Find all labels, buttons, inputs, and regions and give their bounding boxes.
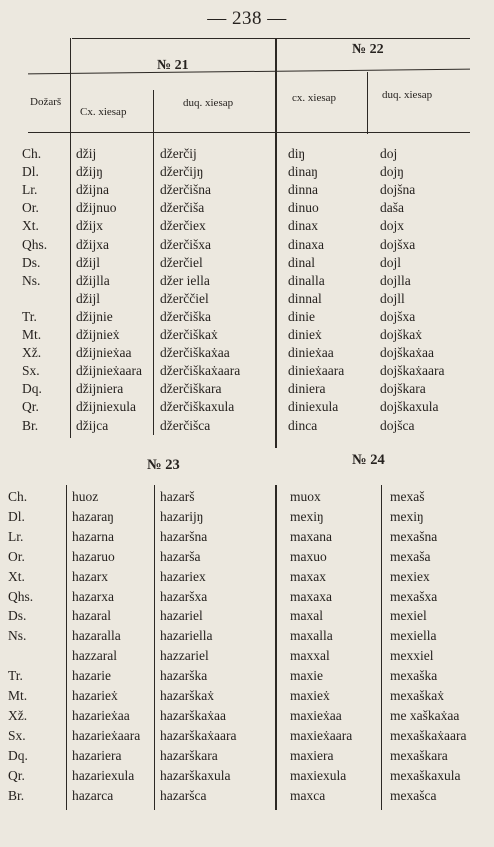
table1-cell: džerčiškaẋ: [160, 327, 218, 342]
table1-col-divider-b: [367, 72, 368, 134]
table1-cell: dinuo: [288, 200, 319, 216]
table1-cell: džijl: [76, 290, 100, 306]
page-number: — 238 —: [207, 8, 287, 29]
table1-cell: džer iella: [160, 272, 210, 288]
table1-case-label: Or.: [22, 200, 39, 216]
table1-cell: dojšxa: [380, 308, 416, 324]
table1-cell: diniera: [288, 381, 326, 397]
table2-case-label: Mt.: [8, 688, 28, 703]
table2-cell: hazarškaxula: [160, 767, 231, 783]
table2-cell: hazaršxa: [160, 588, 208, 604]
table2-case-label: Dl.: [8, 508, 25, 524]
table1-cell: dojll: [380, 290, 405, 306]
table1-cell: džijnuo: [76, 200, 117, 216]
table2-case-label: Ds.: [8, 608, 27, 624]
table1-cell: džijnieẋaa: [76, 345, 132, 361]
table2-cell: muox: [290, 489, 321, 504]
table1-cell: džijŋ: [76, 164, 103, 180]
table2-cell: hazarieẋaa: [72, 707, 130, 723]
table1-cell: dojl: [380, 254, 402, 270]
table2-cell: hazzariel: [160, 648, 209, 664]
table1-header-rule: [28, 69, 470, 75]
table2-case-label: Sx.: [8, 727, 26, 743]
table1-subheader-rule: [28, 132, 470, 133]
table1-mid-divider: [275, 38, 277, 448]
table2-cell: maxal: [290, 608, 323, 624]
table2-cell: hazarša: [160, 548, 201, 564]
table2-cell: hazaršca: [160, 787, 207, 803]
table2-case-label: Lr.: [8, 528, 24, 544]
table2-cell: maxieẋaa: [290, 707, 342, 723]
table1-cell: dinal: [288, 254, 315, 270]
table2-cell: hazariex: [160, 568, 206, 584]
table2-cell: maxuo: [290, 548, 327, 564]
table2-cell: maxiexula: [290, 767, 347, 783]
table1-cell: džijlla: [76, 272, 110, 288]
table1-cell: dojškaẋaa: [380, 345, 434, 361]
table2-cell: hazarškaẋaara: [160, 727, 237, 743]
table2-col-divider-a: [154, 485, 155, 810]
table2-case-label: Dq.: [8, 747, 28, 763]
table1-cell: džijniexula: [76, 399, 136, 415]
table1-cell: džerčiškaẋaara: [160, 363, 241, 379]
table2-cell: hazariella: [160, 628, 213, 644]
table2-cell: mexiŋ: [290, 508, 324, 524]
table2-cell: huoz: [72, 489, 99, 504]
table2-col-divider-b: [381, 485, 382, 810]
table1-cell: dojšna: [380, 182, 416, 198]
table2-header-23: № 23: [147, 457, 180, 473]
table2-cell: maxieẋ: [290, 688, 330, 703]
table1-cell: džerčij: [160, 146, 197, 161]
table2-cell: hazarškaẋ: [160, 688, 214, 703]
table2-cell: hazariel: [160, 608, 203, 624]
table2-cell: mexaša: [390, 548, 431, 564]
table2-mid-divider: [275, 485, 277, 810]
table1-cell: diniexula: [288, 399, 339, 415]
table2-case-divider: [66, 485, 67, 810]
table2-cell: hazaršna: [160, 528, 208, 544]
table1-cell: dinieẋaa: [288, 345, 334, 361]
table2-cell: hazariexula: [72, 767, 135, 783]
table1-case-label: Lr.: [22, 182, 38, 198]
table1-case-label: Ch.: [22, 146, 42, 161]
table2-cell: mexxiel: [390, 648, 434, 664]
table1-case-label: Xž.: [22, 345, 42, 361]
table2-cell: hazarieẋ: [72, 688, 118, 703]
table1-cell: dojšca: [380, 417, 415, 433]
table2-header-24: № 24: [352, 452, 385, 468]
table1-cell: džerčiša: [160, 200, 205, 216]
table2-cell: hazarx: [72, 568, 108, 584]
table1-cell: džijl: [76, 254, 100, 270]
table1-cell: dinnal: [288, 290, 322, 306]
table1-cell: džijx: [76, 218, 103, 234]
table1-sub-4: duq. xiesap: [382, 89, 433, 101]
table1-top-rule: [72, 38, 470, 39]
table1-cell: džerčiškara: [160, 381, 222, 397]
table2-cell: maxie: [290, 668, 323, 684]
table2-cell: mexiel: [390, 608, 427, 624]
table2-cell: hazarš: [160, 489, 195, 504]
table1-cell: dojŋ: [380, 164, 404, 180]
table2-case-label: Ch.: [8, 489, 28, 504]
table2-cell: maxaxa: [290, 588, 332, 604]
table2-cell: hazarška: [160, 668, 208, 684]
table2-cell: mexašna: [390, 528, 438, 544]
table2-case-label: Qr.: [8, 767, 25, 783]
table1-case-label: Qr.: [22, 399, 39, 415]
table2-cell: mexaš: [390, 489, 425, 504]
table1-cell: džijnieẋaara: [76, 363, 142, 379]
table1-case-divider: [70, 38, 71, 438]
table1-cell: džerčiška: [160, 308, 211, 324]
table1-cell: dojlla: [380, 272, 411, 288]
table2-cell: mexaškaẋ: [390, 688, 444, 703]
table1-case-label: Mt.: [22, 327, 42, 342]
table1-cell: džijnieẋ: [76, 327, 120, 342]
table2-cell: mexiella: [390, 628, 437, 644]
table2-cell: mexaškara: [390, 747, 448, 763]
table1-cell: dinieẋ: [288, 327, 322, 342]
table1-case-label: Sx.: [22, 363, 40, 379]
table2-cell: mexaškaẋaara: [390, 727, 467, 743]
table1-cell: dojškaẋaara: [380, 363, 445, 379]
table2-cell: mexaškaxula: [390, 767, 461, 783]
table2-cell: maxieẋaara: [290, 727, 353, 743]
table1-header-21: № 21: [157, 58, 189, 73]
table2-cell: mexiex: [390, 568, 430, 584]
table2-cell: maxax: [290, 568, 326, 584]
table1-cell: džijca: [76, 417, 109, 433]
table1-case-label: Xt.: [22, 218, 39, 234]
table1-cell: doj: [380, 146, 398, 161]
table2-cell: hazarškara: [160, 747, 218, 763]
table1-case-label: Qhs.: [22, 236, 48, 252]
table2-case-label: Or.: [8, 548, 25, 564]
table2-cell: hazarca: [72, 787, 114, 803]
table2-case-label: Xž.: [8, 707, 28, 723]
table1-cell: džij: [76, 146, 97, 161]
table2-case-label: Br.: [8, 787, 25, 803]
table2-case-label: Xt.: [8, 568, 25, 584]
table1-cell: dojx: [380, 218, 405, 234]
table1-cell: dinaŋ: [288, 164, 318, 180]
table2-case-label: Qhs.: [8, 588, 34, 604]
table2-cell: maxxal: [290, 648, 330, 664]
table1-cell: dojškara: [380, 381, 426, 397]
table1-cell: džerčišca: [160, 417, 211, 433]
table2-cell: hazaralla: [72, 628, 121, 644]
table1-cell: dinie: [288, 308, 315, 324]
table1-cell: daša: [380, 200, 404, 216]
table2-cell: maxalla: [290, 628, 333, 644]
table2-cell: hazarškaẋaa: [160, 707, 226, 723]
table1-cell: džerččiel: [160, 290, 209, 306]
table2-cell: hazarna: [72, 528, 114, 544]
table1-cell: dinna: [288, 182, 318, 198]
table1-case-label: Ds.: [22, 254, 41, 270]
table1-sub-2: duq. xiesap: [183, 97, 234, 109]
table2-cell: mexašxa: [390, 588, 438, 604]
table1-case-label: Tr.: [22, 308, 37, 324]
table1-sub-1: Cx. xiesap: [80, 106, 127, 118]
table1-cell: džerčišna: [160, 182, 211, 198]
table1-header-22: № 22: [352, 42, 384, 57]
table2-cell: me xaškaẋaa: [390, 707, 460, 723]
table1-case-label: Ns.: [22, 272, 41, 288]
table2-cell: maxana: [290, 528, 332, 544]
table1-case-label: Dl.: [22, 164, 39, 180]
table2-case-label: Tr.: [8, 668, 23, 684]
table1-cell: džerčiex: [160, 218, 206, 234]
table1-cell: džerčijŋ: [160, 164, 204, 180]
table1-case-label: Br.: [22, 417, 39, 433]
table2-cell: mexiŋ: [390, 508, 424, 524]
table2-cell: hazaruo: [72, 548, 115, 564]
table2-cell: maxiera: [290, 747, 334, 763]
table1-cell: dinax: [288, 218, 318, 234]
table1-col-divider-a: [153, 90, 154, 435]
table1-cell: dinalla: [288, 272, 325, 288]
table1-cell: dojšxa: [380, 236, 416, 252]
table1-cell: diŋ: [288, 146, 306, 161]
table1-cell: dinaxa: [288, 236, 324, 252]
table1-case-header: Dožarš: [30, 96, 62, 108]
table1-cell: džerčiškaẋaa: [160, 345, 230, 361]
table2-cell: hazzaral: [72, 648, 117, 664]
table1-sub-3: cx. xiesap: [292, 92, 336, 104]
table1-cell: dojškaxula: [380, 399, 439, 415]
table2-cell: hazariera: [72, 747, 122, 763]
table2-cell: hazarieẋaara: [72, 727, 141, 743]
table2-case-label: Ns.: [8, 628, 27, 644]
table1-cell: dinca: [288, 417, 318, 433]
table2-cell: hazaral: [72, 608, 111, 624]
table2-cell: mexašca: [390, 787, 437, 803]
table1-cell: džerčiškaxula: [160, 399, 235, 415]
table1-cell: džijna: [76, 182, 109, 198]
table2-cell: hazarie: [72, 668, 111, 684]
table2-cell: hazarijŋ: [160, 508, 204, 524]
table1-cell: dinieẋaara: [288, 363, 345, 379]
table2-cell: hazaraŋ: [72, 508, 114, 524]
table1-cell: džerčišxa: [160, 236, 211, 252]
table2-cell: maxca: [290, 787, 326, 803]
table1-cell: dojškaẋ: [380, 327, 422, 342]
table2-cell: mexaška: [390, 668, 438, 684]
table1-cell: džijniera: [76, 381, 124, 397]
table1-cell: džerčiel: [160, 254, 203, 270]
table2-cell: hazarxa: [72, 588, 114, 604]
table1-case-label: Dq.: [22, 381, 42, 397]
table1-cell: džijnie: [76, 308, 113, 324]
table1-cell: džijxa: [76, 236, 109, 252]
